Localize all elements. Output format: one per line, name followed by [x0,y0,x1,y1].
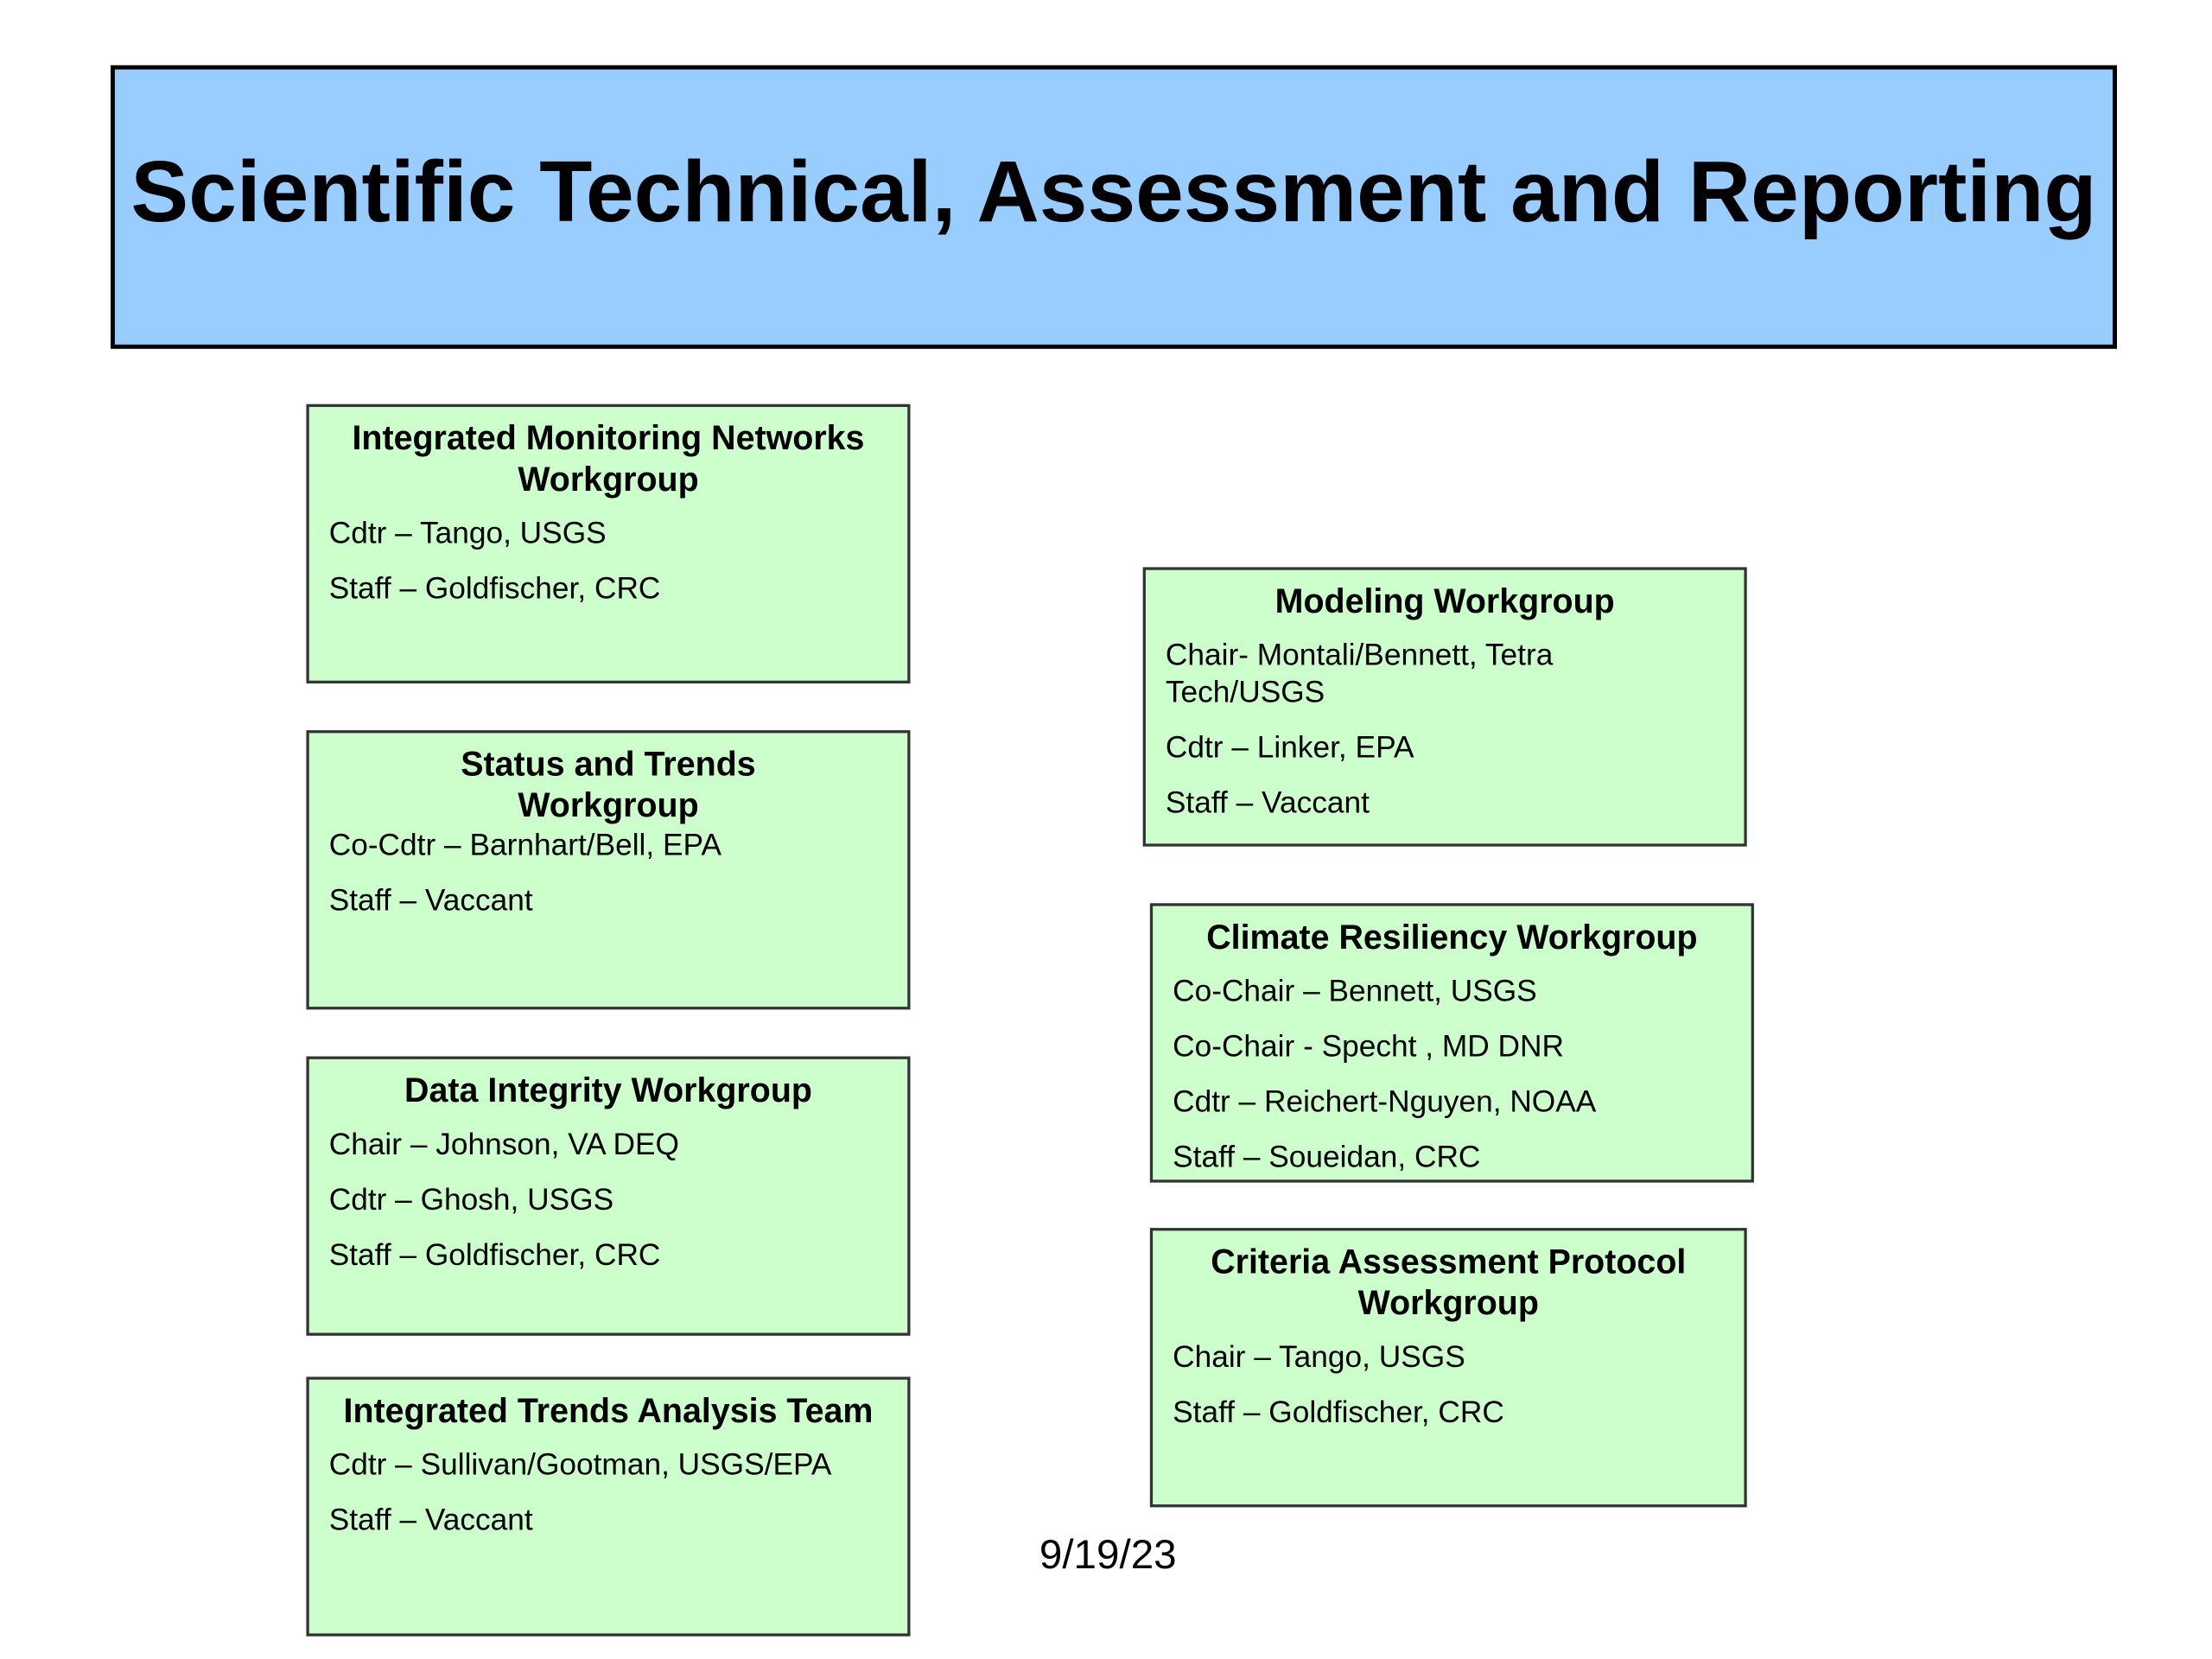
member-line: Cdtr – Tango, USGS [328,516,607,550]
page-title: Scientific Technical, Assessment and Reporting [130,143,2097,240]
workgroup-box-data-integrity [306,1057,910,1336]
workgroup-title: Integrated Trends Analysis Team [343,1392,874,1431]
member-line: Staff – Vaccant [328,1503,533,1537]
workgroup-box-modeling [1143,567,1747,846]
member-line: Chair – Johnson, VA DEQ [328,1127,680,1161]
member-line: Chair- Montali/Bennett, Tetra Tech/USGS [1165,638,1554,709]
workgroup-box-criteria-assessment-protocol [1150,1228,1747,1507]
member-line: Staff – Goldfischer, CRC [328,571,661,606]
workgroup-box-integrated-monitoring-networks [306,404,910,683]
workgroup-box-integrated-trends-analysis [306,1376,910,1636]
workgroup-title: Integrated Monitoring Networks Workgroup [352,419,865,499]
member-line: Staff – Vaccant [328,883,533,918]
workgroup-title: Data Integrity Workgroup [404,1071,812,1110]
workgroup-box-climate-resiliency [1150,903,1754,1182]
member-line: Cdtr – Sullivan/Gootman, USGS/EPA [328,1447,832,1482]
member-line: Co-Chair - Specht , MD DNR [1173,1029,1564,1064]
member-line: Cdtr – Ghosh, USGS [328,1182,614,1217]
workgroup-title: Climate Resiliency Workgroup [1206,918,1698,957]
member-line: Chair – Tango, USGS [1173,1339,1465,1375]
member-line: Cdtr – Linker, EPA [1165,730,1414,765]
slide-date: 9/19/23 [1039,1532,1177,1579]
workgroup-box-status-and-trends [306,730,910,1009]
header-banner [111,65,2117,348]
member-line: Staff – Vaccant [1165,785,1370,820]
member-line: Co-Cdtr – Barnhart/Bell, EPA [328,828,721,862]
member-line: Cdtr – Reichert-Nguyen, NOAA [1173,1084,1597,1119]
member-line: Co-Chair – Bennett, USGS [1173,974,1537,1008]
member-line: Staff – Soueidan, CRC [1173,1140,1481,1174]
workgroup-title: Status and Trends Workgroup [461,746,756,826]
workgroup-title: Criteria Assessment Protocol Workgroup [1211,1243,1687,1324]
member-line: Staff – Goldfischer, CRC [328,1237,661,1272]
workgroup-title: Modeling Workgroup [1274,582,1615,621]
member-line: Staff – Goldfischer, CRC [1173,1395,1504,1430]
